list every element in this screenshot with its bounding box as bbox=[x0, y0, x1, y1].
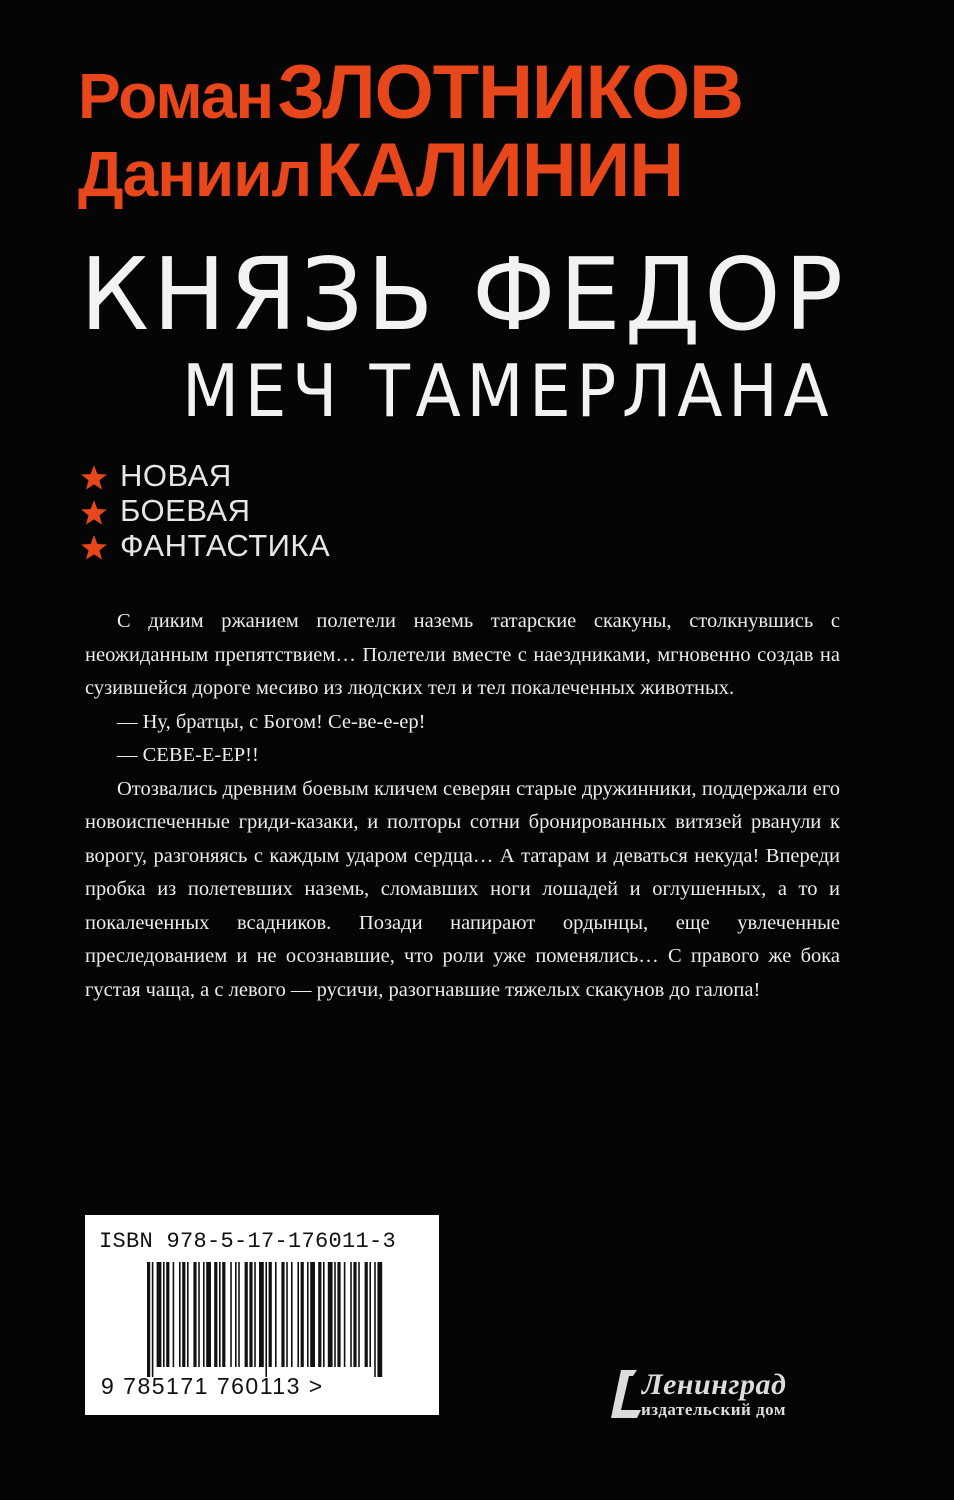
barcode-bar bbox=[369, 1262, 371, 1367]
author-1 bbox=[78, 50, 744, 135]
barcode-bar bbox=[350, 1262, 352, 1367]
barcode-bar bbox=[166, 1262, 169, 1367]
barcode-bar bbox=[259, 1262, 264, 1367]
barcode-bar bbox=[307, 1262, 309, 1367]
barcode-bar bbox=[222, 1262, 225, 1367]
barcode-bar bbox=[265, 1262, 267, 1377]
barcode-bar bbox=[163, 1262, 165, 1367]
publisher-subtitle: издательский дом bbox=[641, 1400, 786, 1419]
star-icon bbox=[80, 534, 108, 562]
barcode-bar bbox=[179, 1262, 181, 1367]
barcode-bar bbox=[358, 1262, 360, 1367]
barcode-bar bbox=[152, 1262, 154, 1377]
barcode-bar bbox=[254, 1262, 256, 1367]
blurb-paragraph: — Ну, братцы, с Богом! Се-ве-е-ер! bbox=[117, 710, 426, 733]
star-icon bbox=[80, 464, 108, 492]
barcode-bar bbox=[219, 1262, 221, 1367]
barcode-bar bbox=[249, 1262, 252, 1367]
barcode-bar bbox=[230, 1262, 232, 1367]
barcode-bar bbox=[245, 1262, 248, 1367]
barcode-bar bbox=[328, 1262, 333, 1367]
barcode-bar bbox=[365, 1262, 368, 1367]
blurb-text bbox=[85, 605, 840, 1007]
barcode-bar bbox=[157, 1262, 162, 1367]
barcode-bar bbox=[203, 1262, 205, 1367]
barcode-bar bbox=[235, 1262, 237, 1367]
barcode-bar bbox=[374, 1262, 376, 1377]
series-item-label: НОВАЯ bbox=[120, 458, 232, 493]
barcode-bar bbox=[344, 1262, 346, 1367]
barcode-bar bbox=[173, 1262, 175, 1367]
barcode-bar bbox=[214, 1262, 217, 1367]
barcode-bar bbox=[318, 1262, 321, 1367]
barcode-box bbox=[85, 1215, 439, 1415]
barcode-bar bbox=[301, 1262, 304, 1367]
barcode-bar bbox=[238, 1262, 240, 1367]
barcode-bar bbox=[198, 1262, 200, 1367]
barcode-bar bbox=[187, 1262, 189, 1367]
barcode-bar bbox=[291, 1262, 293, 1367]
blurb-paragraph: С диким ржанием полетели наземь татарские скакуны, столкнувшись с неожиданным препятствием… Полетели вместе с наездниками, мгновенно создав на сузившейся дороге месиво из людских тел и тел покалеченных животных. bbox=[85, 610, 840, 699]
blurb-paragraph: — СЕВЕ-Е-ЕР!! bbox=[117, 744, 259, 766]
barcode-bar bbox=[323, 1262, 325, 1367]
publisher-name: Ленинград bbox=[642, 1368, 787, 1401]
barcode-bars bbox=[145, 1262, 385, 1377]
barcode-bar bbox=[206, 1262, 211, 1367]
barcode-bar bbox=[310, 1262, 315, 1367]
book-title: КНЯЗЬ ФЕДОР bbox=[80, 236, 847, 353]
barcode-bar bbox=[297, 1262, 299, 1367]
barcode-digits: 9 785171 760113 > bbox=[101, 1373, 324, 1399]
isbn-label: ISBN 978-5-17-176011-3 bbox=[99, 1229, 397, 1254]
barcode-bar bbox=[286, 1262, 288, 1367]
publisher-logo bbox=[607, 1364, 847, 1424]
barcode-bar bbox=[281, 1262, 284, 1367]
blurb-paragraph: Отозвались древним боевым кличем северян старые дружинники, поддержали его новоиспеченные гриди-казаки, и полторы сотни бронированных витязей рванули к ворогу, разгоняясь с каждым ударом сердца… А татарам и деваться некуда! Впереди пробка из полетевших наземь, сломавших ноги лошадей и оглушенных, а то и покалеченных всадников. Позади напирают ордынцы, еще увлеченные преследованием и не осознавшие, что роли уже поменялись… С правого же бока густая чаща, а с левого — русичи, разогнавшие тяжелых скакунов до галопа! bbox=[85, 777, 840, 1001]
barcode-bar bbox=[334, 1262, 336, 1367]
book-subtitle: МЕЧ ТАМЕРЛАНА bbox=[182, 349, 835, 433]
author-1-first-name: Роман bbox=[78, 60, 274, 132]
barcode-bar bbox=[377, 1262, 382, 1377]
barcode-bar bbox=[275, 1262, 277, 1367]
barcode-bar bbox=[269, 1262, 272, 1367]
author-2-first-name: Даниил bbox=[78, 138, 312, 210]
barcode-bar bbox=[147, 1262, 150, 1377]
barcode-bar bbox=[353, 1262, 356, 1367]
star-icon bbox=[80, 499, 108, 527]
barcode-bar bbox=[193, 1262, 196, 1367]
author-2-last-name: КАЛИНИН bbox=[315, 128, 684, 213]
author-1-last-name: ЗЛОТНИКОВ bbox=[277, 50, 744, 135]
barcode-bar bbox=[337, 1262, 340, 1367]
author-2 bbox=[78, 128, 684, 213]
series-item-label: ФАНТАСТИКА bbox=[120, 528, 331, 563]
barcode-bar bbox=[182, 1262, 185, 1367]
series-item-label: БОЕВАЯ bbox=[120, 493, 251, 528]
